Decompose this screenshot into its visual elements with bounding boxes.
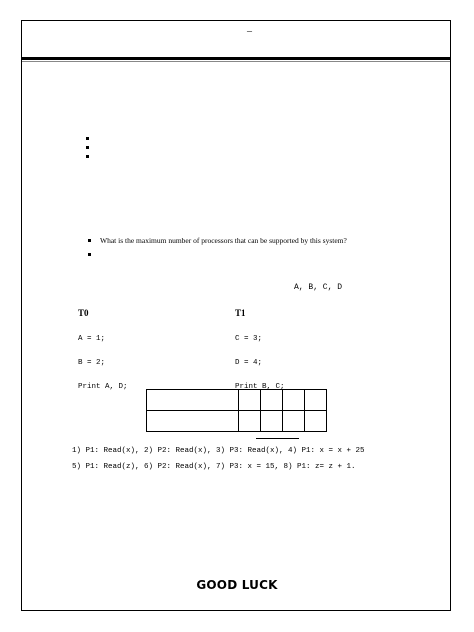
table-cell <box>261 411 283 432</box>
code-line: Print A, D; <box>78 383 128 391</box>
bullet-2 <box>86 146 89 149</box>
code-line: A = 1; <box>78 335 106 343</box>
thread-t0 <box>78 292 128 399</box>
table-cell <box>147 411 239 432</box>
header-rule-thin <box>22 61 450 62</box>
table-cell <box>239 411 261 432</box>
code-line: Print B, C; <box>235 383 285 391</box>
table-cell <box>305 411 327 432</box>
thread-t1 <box>235 292 285 399</box>
sequence-line-2: 5) P1: Read(z), 6) P2: Read(x), 7) P3: x = 15, 8) P1: z= z + 1. <box>72 463 356 471</box>
table-cell <box>305 390 327 411</box>
empty-table <box>146 389 327 432</box>
table-cell <box>147 390 239 411</box>
bullet-empty <box>88 253 91 256</box>
table-cell <box>261 390 283 411</box>
variables-label: A, B, C, D <box>294 283 343 292</box>
thread-t0-title: T0 <box>78 308 89 318</box>
bullet-1 <box>86 137 89 140</box>
header-mark: – <box>247 26 252 37</box>
header-rule <box>22 57 450 60</box>
table-row <box>147 411 327 432</box>
table-cell <box>283 411 305 432</box>
code-line: D = 4; <box>235 359 263 367</box>
bullet-question <box>88 239 91 242</box>
sequence-line-1: 1) P1: Read(x), 2) P2: Read(x), 3) P3: Read(x), 4) P1: x = x + 25 <box>72 447 365 455</box>
question-text: What is the maximum number of processors that can be supported by this system? <box>100 236 347 245</box>
thread-t1-title: T1 <box>235 308 246 318</box>
table-cell <box>283 390 305 411</box>
bullet-3 <box>86 155 89 158</box>
underline-rule <box>256 438 299 439</box>
code-line: B = 2; <box>78 359 106 367</box>
table-row <box>147 390 327 411</box>
code-line: C = 3; <box>235 335 263 343</box>
table-cell <box>239 390 261 411</box>
good-luck-footer: GOOD LUCK <box>196 578 278 592</box>
